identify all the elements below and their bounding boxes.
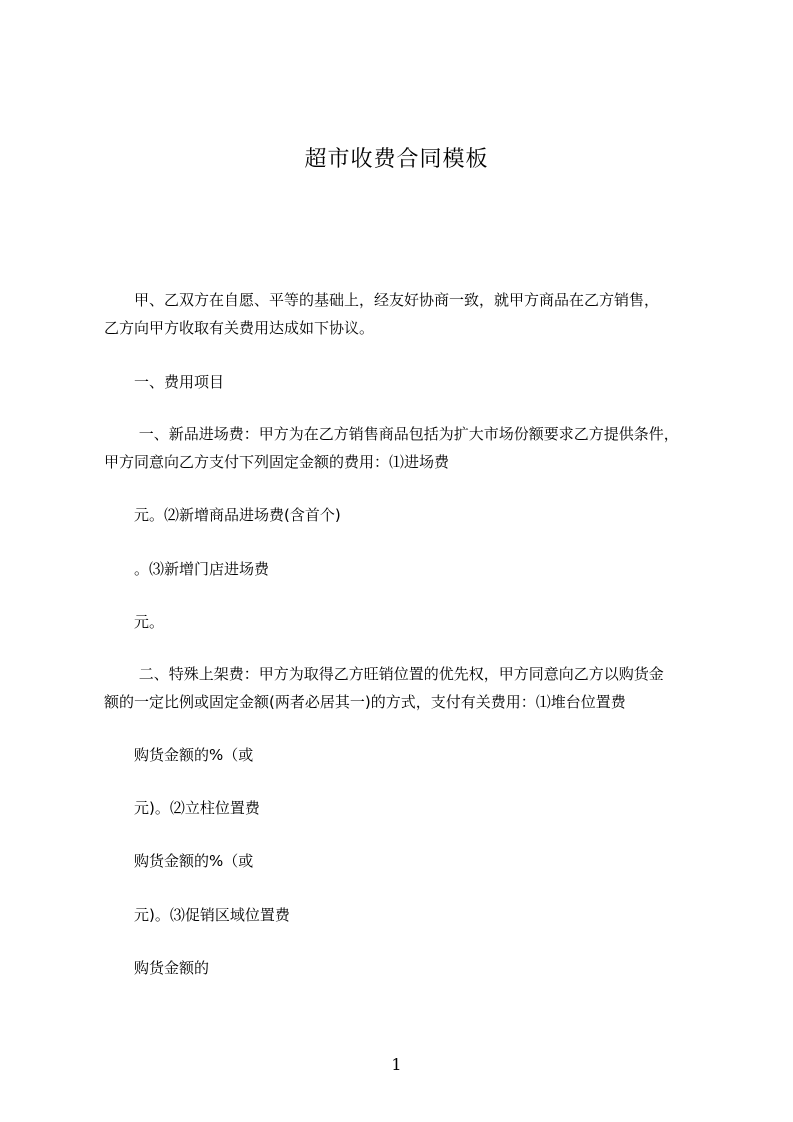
paragraph-line: 甲、乙双方在自愿、平等的基础上，经友好协商一致，就甲方商品在乙方销售， bbox=[104, 291, 660, 309]
paragraph-line: 购货金额的 bbox=[104, 959, 210, 977]
document-title: 超市收费合同模板 bbox=[304, 147, 489, 172]
section-heading: 一、费用项目 bbox=[104, 373, 225, 391]
paragraph-line: 额的一定比例或固定金额(两者必居其一)的方式，支付有关费用：⑴堆台位置费 bbox=[104, 693, 626, 711]
paragraph-line: 元)。⑵立柱位置费 bbox=[104, 799, 260, 817]
paragraph-line: 二、特殊上架费：甲方为取得乙方旺销位置的优先权，甲方同意向乙方以购货金 bbox=[104, 665, 664, 683]
paragraph-line: 。⑶新增门店进场费 bbox=[104, 560, 270, 578]
paragraph-line: 元。 bbox=[104, 613, 165, 631]
paragraph-line: 甲方同意向乙方支付下列固定金额的费用：⑴进场费 bbox=[104, 453, 450, 471]
paragraph-line: 元。⑵新增商品进场费(含首个) bbox=[104, 506, 341, 524]
page-number: 1 bbox=[391, 1055, 402, 1074]
paragraph-line: 购货金额的%（或 bbox=[104, 852, 254, 870]
paragraph-line: 乙方向甲方收取有关费用达成如下协议。 bbox=[104, 319, 375, 337]
paragraph-line: 元)。⑶促销区域位置费 bbox=[104, 906, 290, 924]
paragraph-line: 一、新品进场费：甲方为在乙方销售商品包括为扩大市场份额要求乙方提供条件， bbox=[104, 425, 679, 443]
paragraph-line: 购货金额的%（或 bbox=[104, 746, 254, 764]
